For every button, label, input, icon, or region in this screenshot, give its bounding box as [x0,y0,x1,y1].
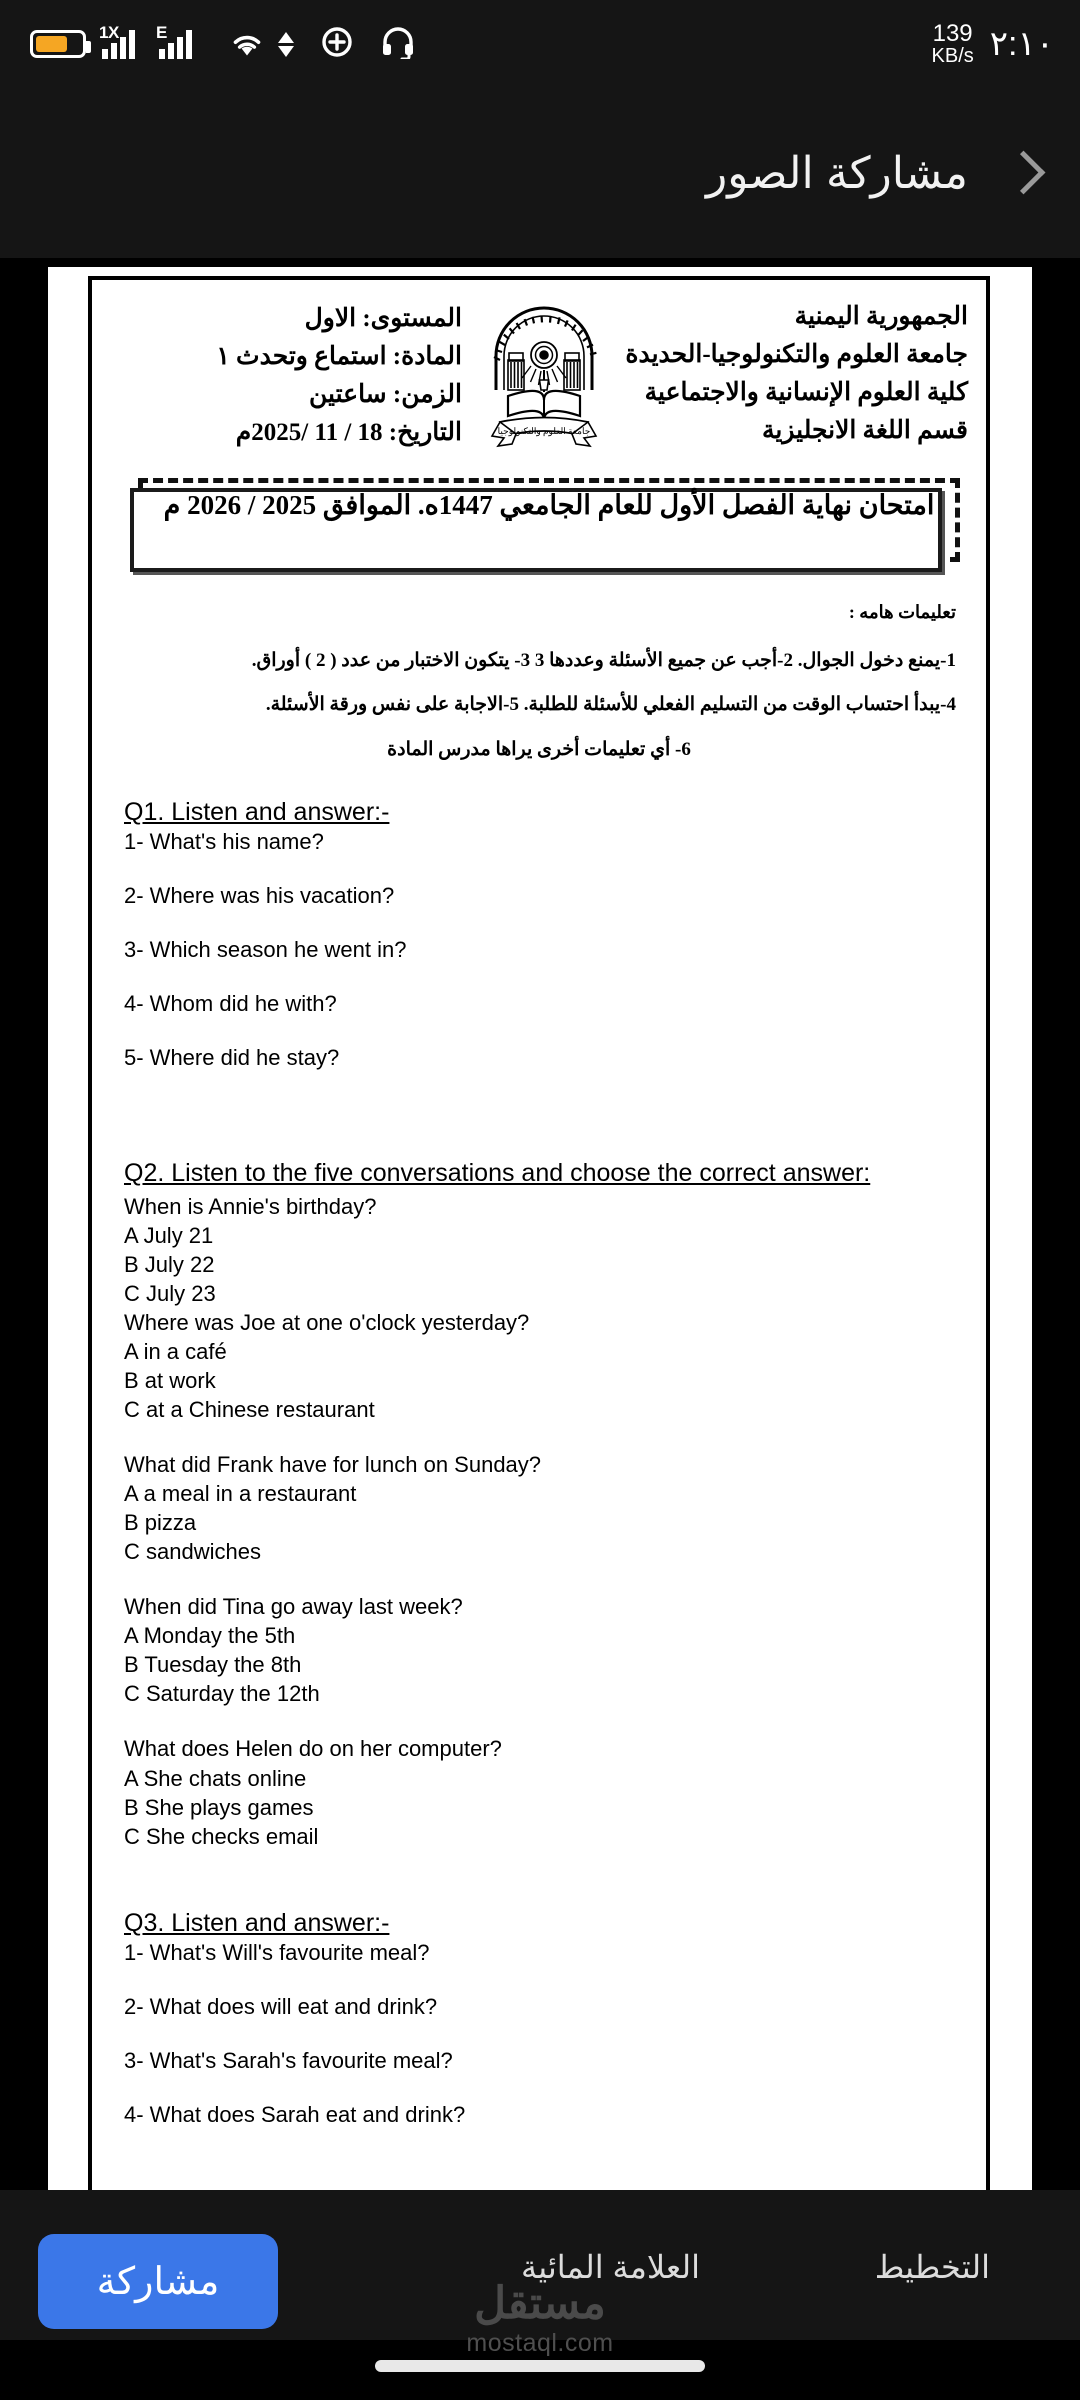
cellular-signal-2-icon [156,23,192,59]
network-type-2-label: E [156,23,167,42]
bottom-toolbar [0,2190,1080,2340]
location-icon [320,25,354,64]
watermark-url-text: mostaql.com [466,2329,614,2357]
doc-department: قسم اللغة الانجليزية [762,417,968,444]
q2-prompt-2: Where was Joe at one o'clock yesterday? [124,1310,530,1336]
q2-option-2c: C at a Chinese restaurant [124,1397,375,1423]
q1-item-4: 4- Whom did he with? [124,990,337,1016]
q2-prompt-5: What does Helen do on her computer? [124,1736,502,1762]
doc-date: التاريخ: 18 / 11 /2025م [235,419,462,446]
question-2-heading: Q2. Listen to the five conversations and choose the correct answer: [124,1158,871,1187]
document-page [48,267,1032,2190]
watermark-option[interactable]: العلامة المائية [521,2249,700,2285]
layout-option[interactable]: التخطيط [874,2249,990,2285]
q2-option-3a: A a meal in a restaurant [124,1481,357,1507]
q2-group-1 [124,1192,958,1308]
doc-level: المستوى: الاول [304,305,462,332]
q2-prompt-4: When did Tina go away last week? [124,1594,463,1620]
app-header [0,88,1080,258]
network-speed-value: 139 [932,19,973,47]
instruction-line-3: 6- أي تعليمات أخرى يراها مدرس المادة [387,739,691,761]
q3-item-4: 4- What does Sarah eat and drink? [124,2101,466,2127]
q2-option-4b: B Tuesday the 8th [124,1652,302,1678]
network-speed-unit: KB/s [931,45,974,68]
q2-group-4 [124,1592,958,1708]
instruction-line-1: 1-يمنع دخول الجوال. 2-أجب عن جميع الأسئلة وعددها 3 3- يتكون الاختبار من عدد ( 2 ) أوراق. [251,649,956,671]
question-2-section [124,1159,958,1851]
document-header-left-block [110,298,472,452]
chevron-right-icon[interactable] [998,150,1044,196]
doc-duration: الزمن: ساعتين [309,381,462,408]
share-button[interactable]: مشاركة [38,2234,278,2329]
q1-item-2: 2- Where was his vacation? [124,882,395,908]
question-1-heading: Q1. Listen and answer:- [124,797,390,826]
status-bar-right [932,21,1054,67]
status-bar-clock: ٢:١٠ [989,25,1054,63]
doc-university: جامعة العلوم والتكنولوجيا-الحديدة [625,341,968,368]
status-bar-left-icons [30,25,416,64]
exam-title-text: امتحان نهاية الفصل الأول للعام الجامعي 1447ه. الموافق 2025 / 2026 م [163,490,935,520]
q2-option-1c: C July 23 [124,1281,216,1307]
q2-group-5 [124,1734,958,1850]
question-1-section [124,798,958,1069]
document-header-right-block [616,298,968,450]
page-title: مشاركة الصور [705,148,968,198]
instructions-title: تعليمات هامه : [848,602,956,622]
doc-faculty: كلية العلوم الإنسانية والاجتماعية [644,379,968,406]
university-logo [478,298,610,448]
network-type-1-label: 1X [99,23,119,42]
exam-title-banner [138,478,960,562]
headset-icon [380,25,416,64]
wifi-icon [230,30,264,58]
question-3-heading: Q3. Listen and answer:- [124,1908,390,1937]
battery-icon [30,30,86,58]
q1-item-3: 3- Which season he went in? [124,936,407,962]
svg-text:جامعة العلوم والتكنولوجيا: جامعة العلوم والتكنولوجيا [497,426,591,436]
q2-option-5c: C She checks email [124,1823,319,1849]
q2-option-3b: B pizza [124,1510,197,1536]
instruction-line-2: 4-يبدأ احتساب الوقت من التسليم الفعلي للأسئلة للطلبة. 5-الاجابة على نفس ورقة الأسئلة. [265,694,956,716]
document-header [110,294,968,452]
q2-option-1a: A July 21 [124,1223,214,1249]
status-bar [0,0,1080,88]
network-speed-indicator [932,21,974,67]
document-border-frame [88,276,990,2190]
instructions-block [122,602,956,762]
document-preview-viewport[interactable] [0,258,1080,2190]
q2-option-3c: C sandwiches [124,1539,261,1565]
system-navigation-bar [0,2340,1080,2400]
q3-item-2: 2- What does will eat and drink? [124,1993,438,2019]
cellular-signal-icon [99,23,135,59]
q2-group-3 [124,1450,958,1566]
q2-option-4a: A Monday the 5th [124,1623,296,1649]
exam-body [124,798,958,2126]
doc-subject: المادة: استماع وتحدث ١ [216,343,462,370]
q2-option-1b: B July 22 [124,1252,215,1278]
q3-item-3: 3- What's Sarah's favourite meal? [124,2047,453,2073]
q2-option-5b: B She plays games [124,1794,314,1820]
q2-prompt-3: What did Frank have for lunch on Sunday? [124,1452,542,1478]
q1-item-1: 1- What's his name? [124,828,324,854]
q3-item-1: 1- What's Will's favourite meal? [124,1939,430,1965]
q2-option-4c: C Saturday the 12th [124,1681,320,1707]
q2-option-2b: B at work [124,1368,216,1394]
doc-country: الجمهورية اليمنية [794,303,968,330]
home-indicator[interactable] [375,2360,705,2372]
q1-item-5: 5- Where did he stay? [124,1044,340,1070]
q2-group-2 [124,1308,958,1424]
q2-option-2a: A in a café [124,1339,227,1365]
watermark-arabic-text: مستقل [474,2279,606,2328]
q2-option-5a: A She chats online [124,1765,307,1791]
question-3-section [124,1909,958,2126]
q2-prompt-1: When is Annie's birthday? [124,1193,377,1219]
data-transfer-icon [278,32,294,57]
